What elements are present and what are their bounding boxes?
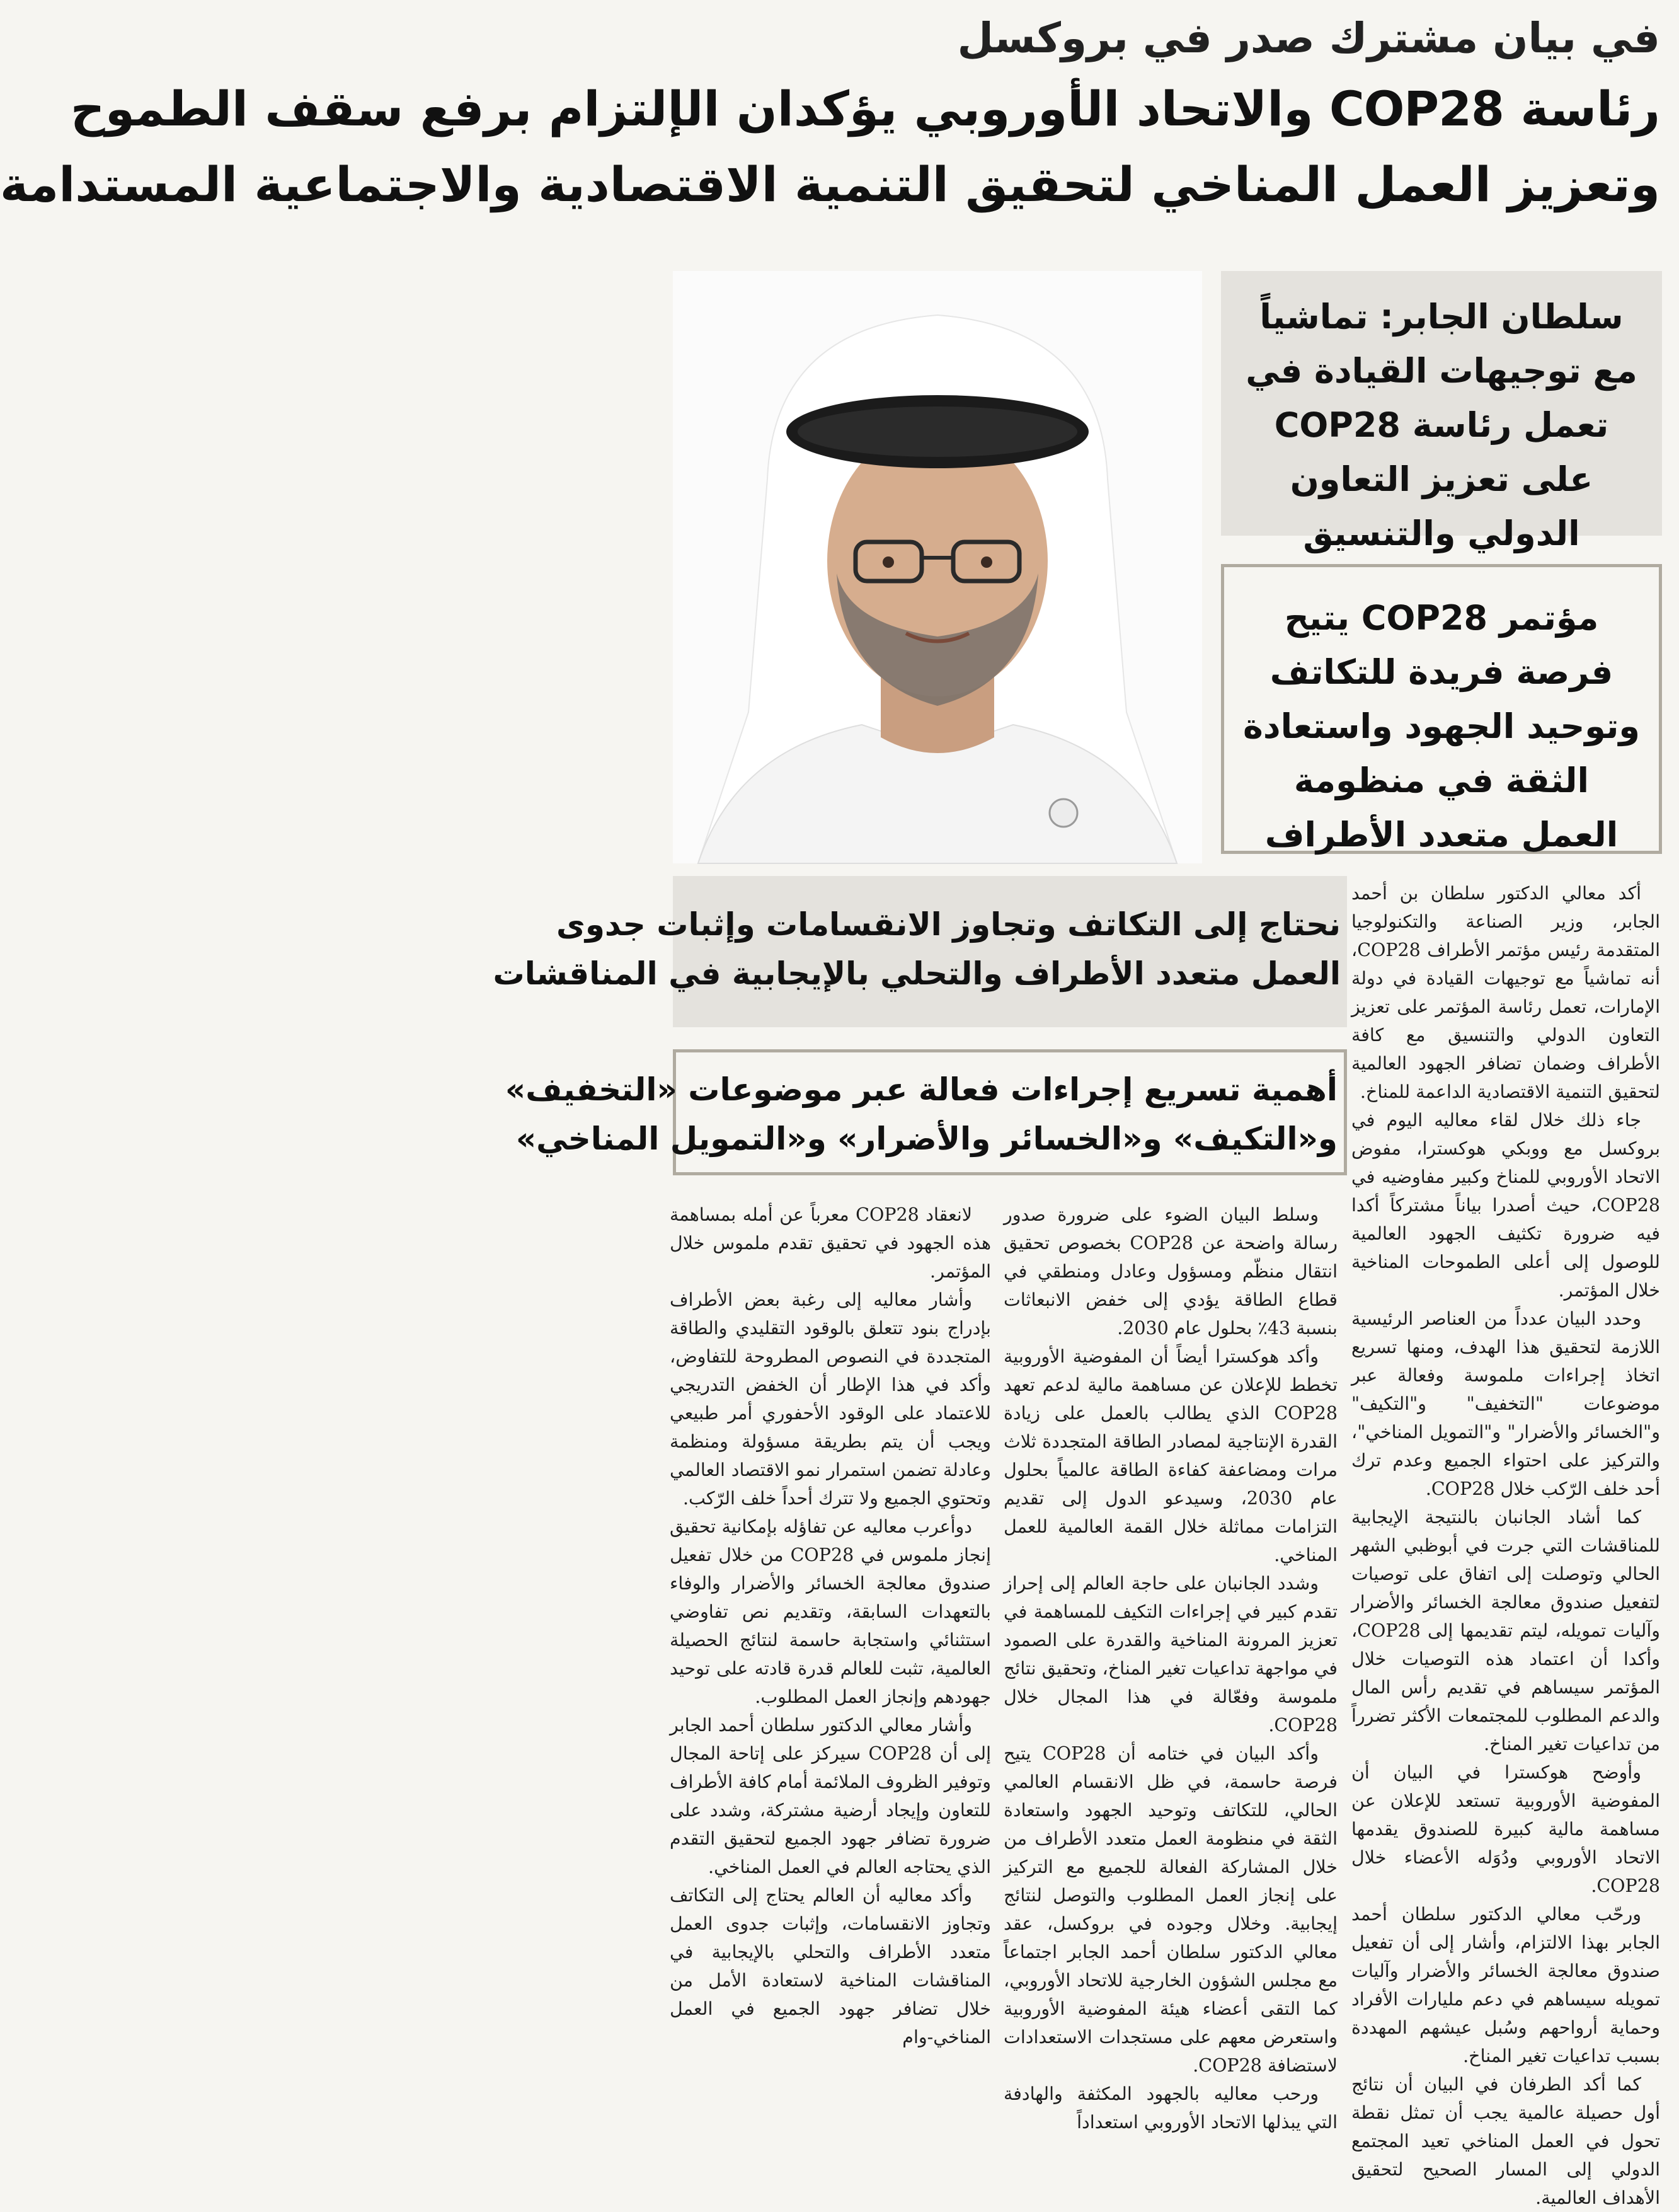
topics-text-line-2: و«التكيف» و«الخسائر والأضرار» و«التمويل المناخي» xyxy=(515,1120,1338,1157)
column-3-paragraph: دوأعرب معاليه عن تفاؤله بإمكانية تحقيق إنجاز ملموس في COP28 من خلال تفعيل صندوق معالجة الخسائر والأضرار والوفاء بالتعهدات السابقة، وتقديم نص تفاوضي استثنائي واستجابة حاسمة لنتائج الحصيلة العالمية، تثبت للعالم قدرة قادته على توحيد جهودهم وإنجاز العمل المطلوب. xyxy=(670,1516,991,1707)
article-kicker: في بيان مشترك صدر في بروكسل xyxy=(957,14,1660,62)
solidarity-callout xyxy=(493,876,1347,1027)
column-3-paragraph: وأشار معاليه إلى رغبة بعض الأطراف بإدراج بنود تتعلق بالوقود التقليدي والطاقة المتجددة في النصوص المطروحة للتفاوض، وأكد في هذا الإطار أن الخفض التدريجي للاعتماد على الوقود الأحفوري أمر طبيعي ويجب أن يتم بطريقة مسؤولة ومنظمة وعادلة تضمن استمرار نمو الاقتصاد العالمي وتحتوي الجميع ولا تترك أحداً خلف الرّكب. xyxy=(670,1289,991,1509)
topics-callout xyxy=(505,1049,1347,1175)
solidarity-text-line-1: نحتاج إلى التكاتف وتجاوز الانقسامات وإثبات جدوى xyxy=(556,906,1341,943)
column-3-paragraph: وأشار معالي الدكتور سلطان أحمد الجابر إلى أن COP28 سيركز على إتاحة المجال وتوفير الظروف الملائمة أمام كافة الأطراف للتعاون وإيجاد أرضية مشتركة، وشدد على ضرورة تضافر جهود الجميع لتحقيق التقدم الذي يحتاجه العالم في العمل المناخي. xyxy=(670,1715,991,1877)
article-headline-line-2: وتعزيز العمل المناخي لتحقيق التنمية الاقتصادية والاجتماعية المستدامة xyxy=(0,156,1660,212)
column-2-paragraph: ورحب معاليه بالجهود المكثفة والهادفة التي يبذلها الاتحاد الأوروبي استعداداً xyxy=(1004,2083,1338,2133)
column-2-paragraph: وأكد هوكسترا أيضاً أن المفوضية الأوروبية تخطط للإعلان عن مساهمة مالية لدعم تعهد COP28 الذي يطالب بالعمل على زيادة القدرة الإنتاجية لمصادر الطاقة المتجددة ثلاث مرات ومضاعفة كفاءة الطاقة عالمياً بحلول عام 2030، وسيدعو الدول إلى تقديم التزامات مماثلة خلال القمة العالمية للعمل المناخي. xyxy=(1004,1346,1338,1565)
cop28-opportunity-text: مؤتمر COP28 يتيح فرصة فريدة للتكاتف وتوحيد الجهود واستعادة الثقة في منظومة العمل متعدد الأطراف xyxy=(1243,598,1640,855)
article-headline-line-1: رئاسة COP28 والاتحاد الأوروبي يؤكدان الإلتزام برفع سقف الطموح xyxy=(70,81,1660,137)
column-1-paragraph: كما أشاد الجانبان بالنتيجة الإيجابية للمناقشات التي جرت في أبوظبي الشهر الحالي وتوصلت إلى اتفاق على توصيات لتفعيل صندوق معالجة الخسائر والأضرار وآليات تمويله، ليتم تقديمها إلى COP28، وأكدا أن اعتماد هذه التوصيات خلال المؤتمر سيساهم في تقديم رأس المال والدعم المطلوب للمجتمعات الأكثر تضرراً من تداعيات تغير المناخ. xyxy=(1351,1507,1660,1754)
article-column-3 xyxy=(670,1201,991,2184)
solidarity-text-line-2: العمل متعدد الأطراف والتحلي بالإيجابية في المناقشات xyxy=(493,955,1341,992)
article-column-1 xyxy=(1351,879,1660,2208)
jaber-quote-callout xyxy=(1221,271,1662,553)
article-column-2 xyxy=(1004,1201,1338,2184)
topics-text-line-1: أهمية تسريع إجراءات فعالة عبر موضوعات «التخفيف» xyxy=(505,1071,1338,1108)
column-2-paragraph: وأكد البيان في ختامه أن COP28 يتيح فرصة حاسمة، في ظل الانقسام العالمي الحالي، للتكاتف وتوحيد الجهود واستعادة الثقة في منظومة العمل متعدد الأطراف من خلال المشاركة الفعالة للجميع مع التركيز على إنجاز العمل المطلوب والتوصل لنتائج إيجابية. وخلال وجوده في بروكسل، عقد معالي الدكتور سلطان أحمد الجابر اجتماعاً مع مجلس الشؤون الخارجية للاتحاد الأوروبي، كما التقى أعضاء هيئة المفوضية الأوروبية واستعرض معهم على مستجدات الاستعدادات لاستضافة COP28. xyxy=(1004,1743,1338,2076)
column-1-paragraph: وحدد البيان عدداً من العناصر الرئيسية اللازمة لتحقيق هذا الهدف، ومنها تسريع اتخاذ إجراءات ملموسة وفعالة عبر موضوعات "التخفيف" و"التكيف" و"الخسائر والأضرار" و"التمويل المناخي"، والتركيز على احتواء الجميع وعدم ترك أحد خلف الرّكب خلال COP28. xyxy=(1351,1308,1660,1499)
column-1-paragraph: كما أكد الطرفان في البيان أن نتائج أول حصيلة عالمية يجب أن تمثل نقطة تحول في العمل المناخي تعيد المجتمع الدولي إلى المسار الصحيح لتحقيق الأهداف العالمية. xyxy=(1351,2074,1660,2208)
column-1-paragraph: وأوضح هوكسترا في البيان أن المفوضية الأوروبية تستعد للإعلان عن مساهمة مالية كبيرة للصندوق يقدمها الاتحاد الأوروبي ودُوَله الأعضاء خلال COP28. xyxy=(1351,1762,1660,1896)
column-1-paragraph: جاء ذلك خلال لقاء معاليه اليوم في بروكسل مع ووبكي هوكسترا، مفوض الاتحاد الأوروبي للمناخ وكبير مفاوضيه في COP28، حيث أصدرا بياناً مشتركاً أكدا فيه ضرورة تكثيف الجهود العالمية للوصول إلى أعلى الطموحات المناخية خلال المؤتمر. xyxy=(1351,1110,1660,1301)
cop28-opportunity-callout xyxy=(1221,564,1662,854)
column-1-paragraph: ورحّب معالي الدكتور سلطان أحمد الجابر بهذا الالتزام، وأشار إلى أن تفعيل صندوق معالجة الخسائر والأضرار وآليات تمويله سيساهم في دعم مليارات الأفراد وحماية أرواحهم وسُبل عيشهم المهددة بسبب تداعيات تغير المناخ. xyxy=(1351,1904,1660,2066)
column-3-paragraph: لانعقاد COP28 معرباً عن أمله بمساهمة هذه الجهود في تحقيق تقدم ملموس خلال المؤتمر. xyxy=(670,1204,991,1282)
portrait-illustration xyxy=(673,271,1202,863)
column-3-paragraph: وأكد معاليه أن العالم يحتاج إلى التكاتف وتجاوز الانقسامات، وإثبات جدوى العمل متعدد الأطراف والتحلي بالإيجابية في المناقشات المناخية لاستعادة الأمل من خلال تضافر جهود الجميع في العمل المناخي-وام xyxy=(670,1885,991,2048)
column-2-paragraph: وشدد الجانبان على حاجة العالم إلى إحراز تقدم كبير في إجراءات التكيف للمساهمة في تعزيز المرونة المناخية والقدرة على الصمود في مواجهة تداعيات تغير المناخ، وتحقيق نتائج ملموسة وفعّالة في هذا المجال خلال COP28. xyxy=(1004,1573,1338,1736)
column-2-paragraph: وسلط البيان الضوء على ضرورة صدور رسالة واضحة عن COP28 بخصوص تحقيق انتقال منظّم ومسؤول وعادل ومنطقي في قطاع الطاقة يؤدي إلى خفض الانبعاثات بنسبة 43٪ بحلول عام 2030. xyxy=(1004,1204,1338,1339)
portrait-photo xyxy=(673,271,1202,863)
jaber-quote-text: سلطان الجابر: تماشياً مع توجيهات القيادة في تعمل رئاسة COP28 على تعزيز التعاون الدولي والتنسيق xyxy=(1246,297,1637,553)
column-1-paragraph: أكد معالي الدكتور سلطان بن أحمد الجابر، وزير الصناعة والتكنولوجيا المتقدمة رئيس مؤتمر الأطراف COP28، أنه تماشياً مع توجيهات القيادة في دولة الإمارات، تعمل رئاسة المؤتمر على تعزيز التعاون الدولي والتنسيق مع كافة الأطراف وضمان تضافر الجهود العالمية لتحقيق التنمية الاقتصادية الداعمة للمناخ. xyxy=(1351,883,1660,1102)
